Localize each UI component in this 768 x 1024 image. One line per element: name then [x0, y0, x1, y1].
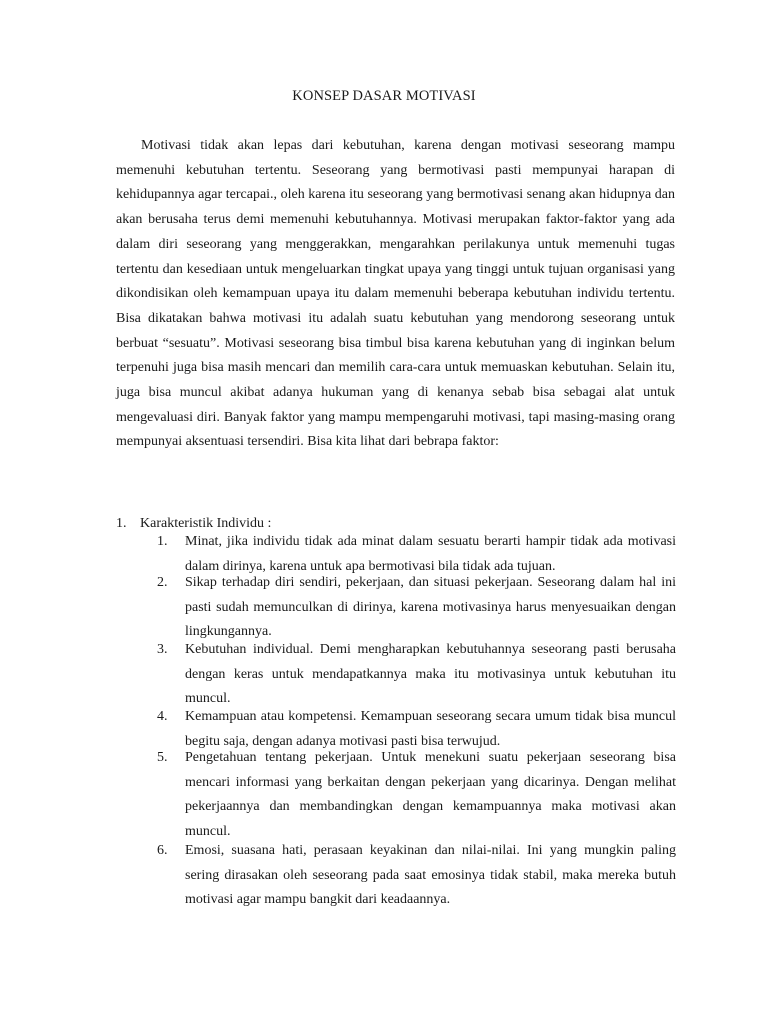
list-item-text: Emosi, suasana hati, perasaan keyakinan dan nilai-nilai. Ini yang mungkin paling sering dirasakan oleh seseorang pada saat emosinya tidak stabil, maka mereka butuh motivasi agar mampu bangkit dari keadaannya.	[185, 843, 676, 907]
list-item-number: 3.	[157, 642, 168, 657]
list-item-number: 6.	[157, 843, 168, 858]
section-karakteristik-individu	[116, 514, 675, 534]
list-item-text: Pengetahuan tentang pekerjaan. Untuk menekuni suatu pekerjaan seseorang bisa mencari informasi yang berkaitan dengan pekerjaan yang dicarinya. Dengan melihat pekerjaannya dan membandingkan dengan kemampuannya maka motivasi akan muncul.	[185, 750, 676, 839]
list-item	[157, 746, 676, 844]
list-item	[157, 705, 676, 754]
list-item	[157, 530, 676, 579]
list-item-text: Sikap terhadap diri sendiri, pekerjaan, dan situasi pekerjaan. Seseorang dalam hal ini pasti sudah memunculkan di dirinya, karena motivasinya harus menyesuaikan dengan lingkungannya.	[185, 575, 676, 639]
list-item	[157, 839, 676, 913]
list-item-number: 5.	[157, 750, 168, 765]
document-title: KONSEP DASAR MOTIVASI	[292, 88, 476, 104]
list-item-text: Kemampuan atau kompetensi. Kemampuan seseorang secara umum tidak bisa muncul begitu saja, dengan adanya motivasi pasti bisa terwujud.	[185, 709, 676, 749]
list-item	[157, 571, 676, 645]
section-heading	[116, 514, 675, 534]
list-item-text: Minat, jika individu tidak ada minat dalam sesuatu berarti hampir tidak ada motivasi dalam dirinya, karena untuk apa bermotivasi bila tidak ada tujuan.	[185, 534, 676, 574]
intro-paragraph: Motivasi tidak akan lepas dari kebutuhan, karena dengan motivasi seseorang mampu memenuhi kebutuhan tertentu. Seseorang yang bermotivasi pasti mempunyai harapan di kehidupannya agar tercapai., oleh karena itu seseorang yang bermotivasi senang akan hidupnya dan akan berusaha terus demi memenuhi kebutuhannya. Motivasi merupakan faktor-faktor yang ada dalam diri seseorang yang menggerakkan, mengarahkan perilakunya untuk memenuhi tugas tertentu dan kesediaan untuk mengeluarkan tingkat upaya yang tinggi untuk tujuan organisasi yang dikondisikan oleh kemampuan upaya itu dalam memenuhi beberapa kebutuhan individu tertentu. Bisa dikatakan bahwa motivasi itu adalah suatu kebutuhan yang mendorong seseorang untuk berbuat “sesuatu”. Motivasi seseorang bisa timbul bisa karena kebutuhan yang di inginkan belum terpenuhi juga bisa masih mencari dan memilih cara-cara untuk memuaskan kebutuhan. Selain itu, juga bisa muncul akibat adanya hukuman yang di kenanya sebab bisa sebagai alat untuk mengevaluasi diri. Banyak faktor yang mampu mempengaruhi motivasi, tapi masing-masing orang mempunyai aksentuasi tersendiri. Bisa kita lihat dari bebrapa faktor:	[116, 138, 675, 450]
section-number: 1.	[116, 516, 127, 531]
list-item-text: Kebutuhan individual. Demi mengharapkan kebutuhannya seseorang pasti berusaha dengan keras untuk mendapatkannya maka itu motivasinya untuk kebutuhan itu muncul.	[185, 642, 676, 706]
list-item-number: 2.	[157, 575, 168, 590]
section-heading-text: Karakteristik Individu :	[140, 516, 272, 531]
list-item-number: 4.	[157, 709, 168, 724]
list-item-number: 1.	[157, 534, 168, 549]
list-item	[157, 638, 676, 712]
